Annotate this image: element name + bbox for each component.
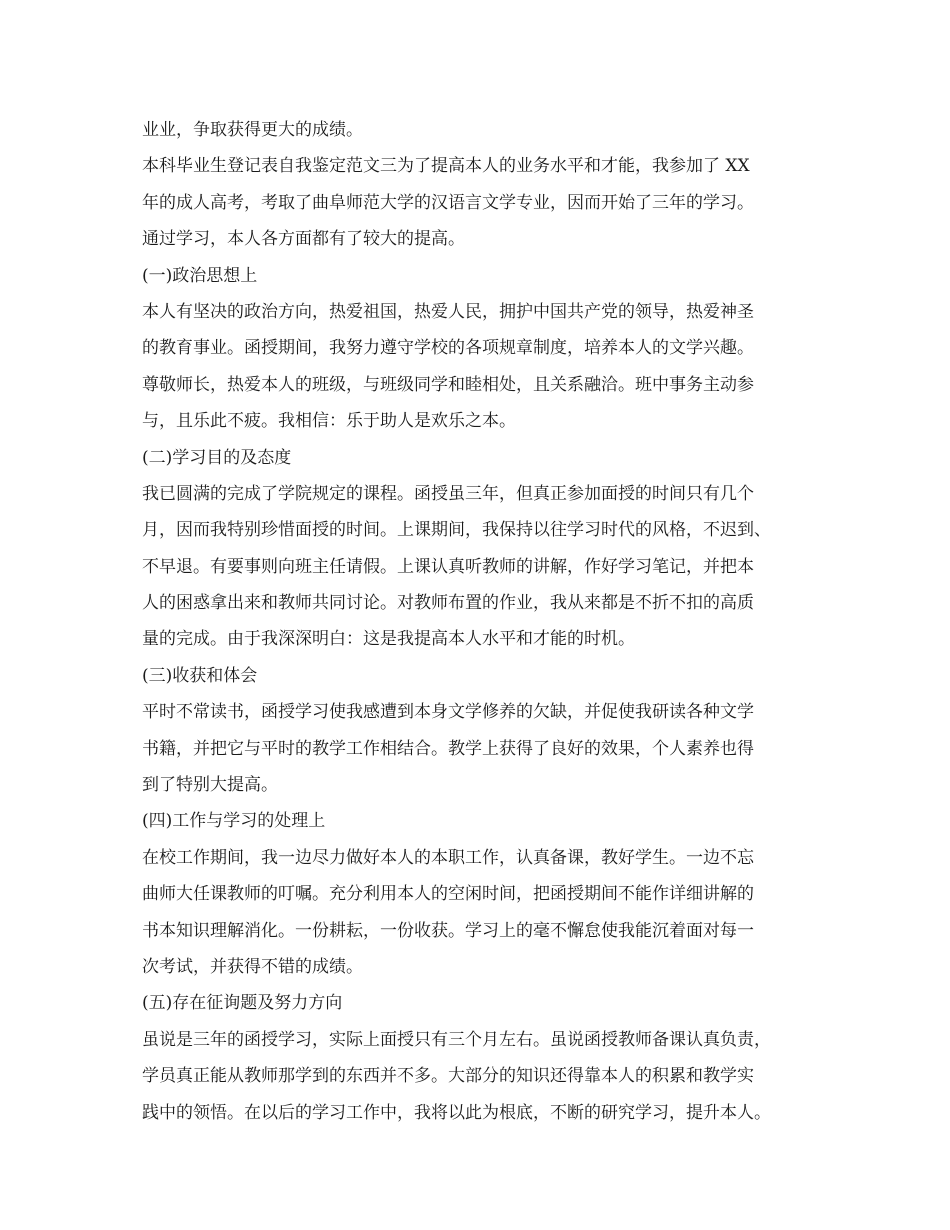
paragraph-line: 与，且乐此不疲。我相信：乐于助人是欢乐之本。 [142, 411, 516, 432]
paragraph-line: 本人有坚决的政治方向，热爱祖国，热爱人民，拥护中国共产党的领导，热爱神圣 [142, 301, 754, 322]
paragraph-line: 书本知识理解消化。一份耕耘，一份收获。学习上的毫不懈怠使我能沉着面对每一 [142, 920, 754, 941]
paragraph-line: 年的成人高考，考取了曲阜师范大学的汉语言文学专业，因而开始了三年的学习。 [142, 192, 754, 213]
document-body [142, 112, 822, 1131]
section-heading-study-attitude: (二)学习目的及态度 [142, 447, 292, 468]
paragraph-line: 我已圆满的完成了学院规定的课程。函授虽三年，但真正参加面授的时间只有几个 [142, 483, 754, 504]
paragraph-line: 次考试，并获得不错的成绩。 [142, 956, 363, 977]
paragraph-line: 本科毕业生登记表自我鉴定范文三为了提高本人的业务水平和才能，我参加了 XX [142, 156, 750, 177]
paragraph-line: 尊敬师长，热爱本人的班级，与班级同学和睦相处，且关系融洽。班中事务主动参 [142, 374, 754, 395]
paragraph-line: 人的困惑拿出来和教师共同讨论。对教师布置的作业，我从来都是不折不扣的高质 [142, 593, 754, 614]
paragraph-line: 书籍，并把它与平时的教学工作相结合。教学上获得了良好的效果，个人素养也得 [142, 738, 754, 759]
section-heading-gains: (三)收获和体会 [142, 665, 258, 686]
section-heading-problems: (五)存在征询题及努力方向 [142, 993, 343, 1014]
paragraph-line: 通过学习，本人各方面都有了较大的提高。 [142, 229, 465, 250]
paragraph-line: 到了特别大提高。 [142, 775, 278, 796]
paragraph-line: 曲师大任课教师的叮嘱。充分利用本人的空闲时间，把函授期间不能作详细讲解的 [142, 884, 754, 905]
paragraph-line: 量的完成。由于我深深明白：这是我提高本人水平和才能的时机。 [142, 629, 635, 650]
paragraph-line: 在校工作期间，我一边尽力做好本人的本职工作，认真备课，教好学生。一边不忘 [142, 847, 754, 868]
paragraph-line: 虽说是三年的函授学习，实际上面授只有三个月左右。虽说函授教师备课认真负责， [142, 1029, 771, 1050]
paragraph-line: 学员真正能从教师那学到的东西并不多。大部分的知识还得靠本人的积累和教学实 [142, 1066, 754, 1087]
paragraph-line: 平时不常读书，函授学习使我感遭到本身文学修养的欠缺，并促使我研读各种文学 [142, 702, 754, 723]
section-heading-politics: (一)政治思想上 [142, 265, 258, 286]
paragraph-line: 的教育事业。函授期间，我努力遵守学校的各项规章制度，培养本人的文学兴趣。 [142, 338, 754, 359]
paragraph-line: 不早退。有要事则向班主任请假。上课认真听教师的讲解，作好学习笔记，并把本 [142, 556, 754, 577]
paragraph-line: 月，因而我特别珍惜面授的时间。上课期间，我保持以往学习时代的风格，不迟到、 [142, 520, 771, 541]
paragraph-line: 践中的领悟。在以后的学习工作中，我将以此为根底，不断的研究学习，提升本人。 [142, 1102, 771, 1123]
section-heading-work-study: (四)工作与学习的处理上 [142, 811, 326, 832]
paragraph-line: 业业，争取获得更大的成绩。 [142, 120, 363, 140]
